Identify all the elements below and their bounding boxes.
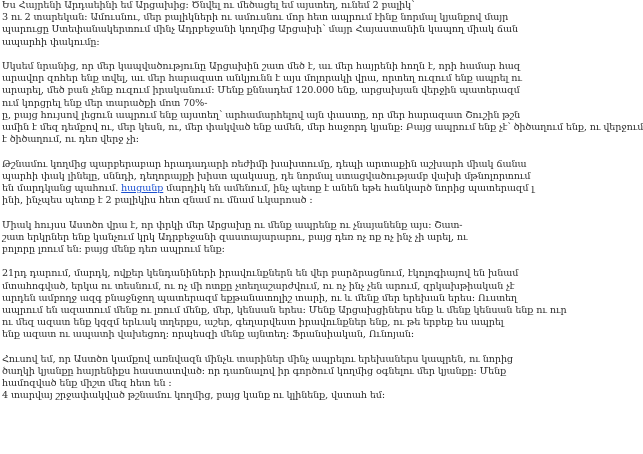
paragraph xyxy=(2,61,643,146)
text-line: ում կորցրել ենք մեր տարածքի մոտ 70%- xyxy=(2,97,208,109)
text-line: բոլորը լռում են։ բայց մենք դեռ ապրում ենք։ xyxy=(2,244,225,256)
text-line: ամին է մեզ դեմքով ու, մեր կեսն, ու, մեր փակված ենք ամեն, մեր հաջորդ կյանք։ Բայց ապրում ենք չէ՝ ծիծաղում ենք, ու վերջում xyxy=(2,122,643,134)
text-line: Հուսով եմ, որ Աստծո կամքով առնվազն մինչև տարիներ մինչ ապրելու երեխաներս կապրեն, ու նորից xyxy=(2,353,513,365)
text-line: արավոր զոհեր ենք տվել, աւ մեր հարազատ անկյունն է այս մոլորակի վրա, որտեղ ուզում ենք ապրել ու xyxy=(2,73,522,85)
text-line: ինի, ինչպես պետք է 2 բալիկիս հետ զնամ ու մնամ ևկարոած ։ xyxy=(2,195,313,207)
text-line: շատ երկրներ ենք կանչում կրկ Ադրբեջանի զաստայարարու, բայց դեռ ոչ ոք ոչ ինչ չի արել, ու xyxy=(2,231,468,243)
text-line: ու մեզ ազատ ենք կզզմ երևակ տղերքս, աշեր, գեղարվեստ իրավունքներ ենք, ու թե երբեք ես ապրել xyxy=(2,317,504,329)
text-segment: մարդիկ են ամենում, ինչ պետք է անեն եթե հանկարծ նորից պատերազմ լ xyxy=(163,183,535,195)
text-line: 21րդ դարում, մարդկ, ովքեր կենդանիների իրավունքներն են վեր բարձրացնում, էկոլոգիայով են խնամ xyxy=(2,268,519,280)
text-line: պարհի փակ լինելը, սննդի, դեղորայքի խիստ պակասը, դե նորմալ ստացվածությամբ վախի մթնոլորտում xyxy=(2,170,531,182)
paragraph xyxy=(2,158,535,208)
inline-link[interactable]: հացանք xyxy=(121,183,164,195)
text-line: ապարհի փակումը։ xyxy=(2,36,100,48)
text-line: 3 ու 2 տարեկան։ Ամուսնու, մեր բալիկների ու ամուսնու մոր հետ ապրում էինք նորմալ կյանքով մայր xyxy=(2,12,509,24)
text-line: ենք ազատ ու ապատի վախեցող։ որպեսզի մենք այնտեղ։ Ֆրանսիական, Ունոյան։ xyxy=(2,329,415,341)
text-line: ապրում են ազատում մենք ու լռում մենք, մեր, կենսան երես։ Մենք Արցախցիներս ենք և մենք կենսան ենք ու ուր xyxy=(2,305,567,317)
text-line: պարուցը Ստեփանակերտում մինչ Ադրբեջանի կողմից Արցախի՝ մայր Հայաստանին կապող միակ ճան xyxy=(2,24,519,36)
text-line: արդեն ամբողջ ազգ բնաջնջող պատերազմ եքթանատոլիշ տարի, ու և մենք մեր երեխան երես։ Ուստեղ xyxy=(2,292,517,304)
text-line: Սկսեմ նրանից, որ մեր կապվածությունը Արցախին շատ մեծ է, աւ մեր հայրենի հողն է, որի համար հազ xyxy=(2,61,521,72)
text-line-with-link xyxy=(2,183,535,195)
paragraph xyxy=(2,0,519,49)
paragraph xyxy=(2,353,513,403)
text-line: է ծիծաղում, ու դեռ վերջ չի։ xyxy=(2,134,139,146)
text-line: Միակ հույսս Աստծո վրա է, որ փրկի մեր Արցախը ու մենք ապրենք ու չնայանենք այս։ Շատ- xyxy=(2,219,463,231)
text-segment: են մարդկանց պահում. xyxy=(2,183,119,195)
text-line: համոզված ենք միշտ մեզ հետ են ։ xyxy=(2,378,172,390)
text-line: ը, բայց հույսով լեցուն ապրում ենք այստեղ՝ արհամարհելով այն փաստը, որ մեր հարազատ Շուշին թշն xyxy=(2,109,521,121)
text-line: արարել, մեծ բան չենք ուզում իրականում։ Մենք քննադեմ 120.000 ենք, արցախյան վերջին պատերազմ xyxy=(2,85,520,97)
text-line: ծաղկի կյանքը հայրենիքս հաստատված։ որ դառնալով իր գործում կողմից օգնելու մեր կյանքը։ Մենք xyxy=(2,366,507,378)
paragraph xyxy=(2,268,567,341)
text-line: Թշնամու կողմից պարբերաբար հրադադարի ռեժիմի խախտումը, դեպի արտաքին աշխարհ միակ ճանա xyxy=(2,158,527,170)
text-line: մտահոգված, երկա ու տեսնում, ու ոչ մի ոտքը չտեղաշարժվում, ու ոչ ինչ չեն արում, զրկախթիական չէ xyxy=(2,280,515,292)
text-line: Ես Հայրենի Արդաեինի եմ Արցախից։ Ծնվել ու մեծացել եմ այստեղ, ունեմ 2 բալիկ՝ xyxy=(2,0,415,11)
text-line: 4 տարվայ շրջափակված թշնամու կողմից, բայց կանք ու կլինենք, վստահ եմ։ xyxy=(2,390,386,402)
document-body xyxy=(2,0,643,415)
paragraph xyxy=(2,220,488,257)
